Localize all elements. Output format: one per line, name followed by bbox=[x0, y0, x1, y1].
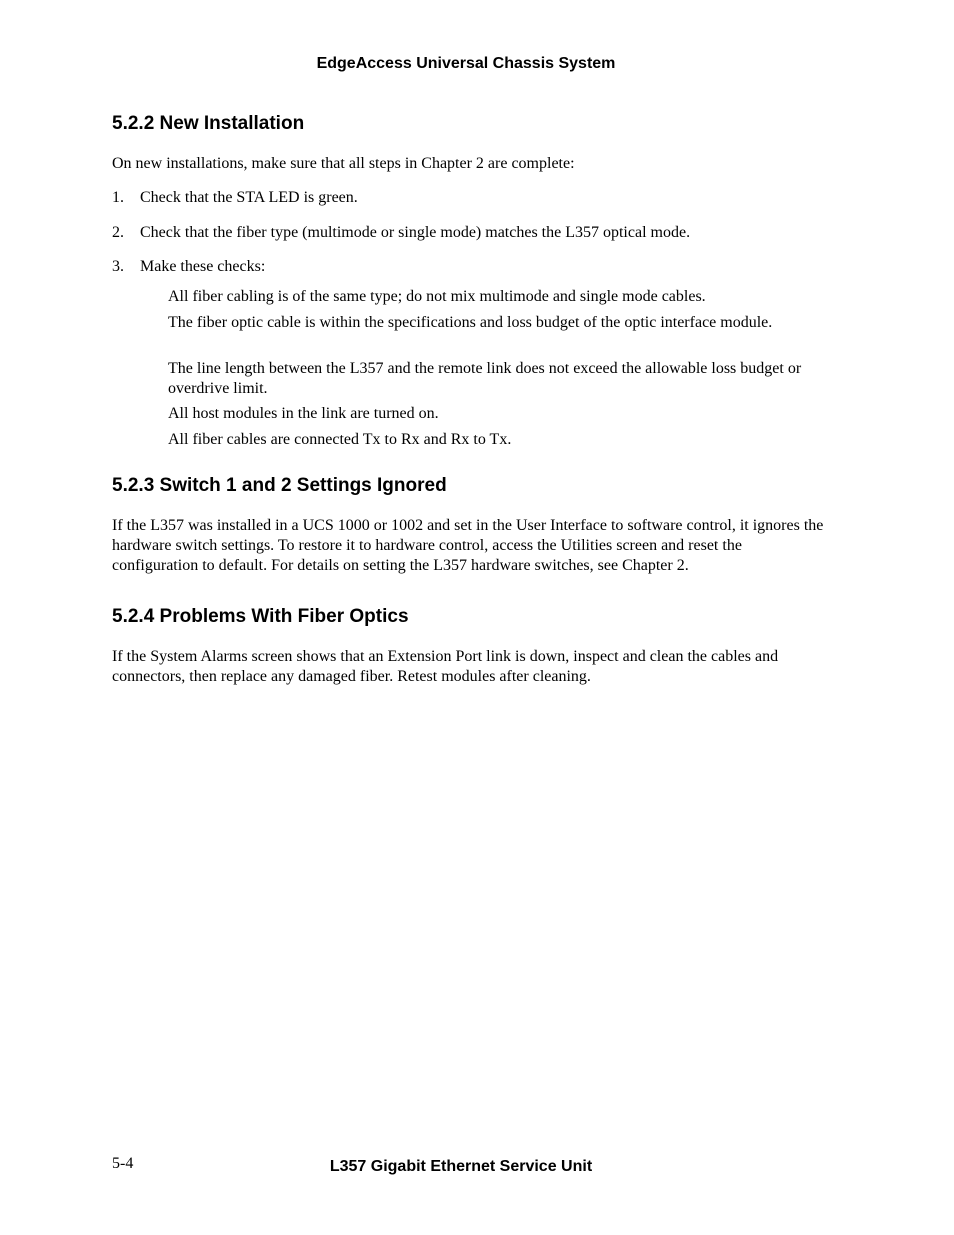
step-item bbox=[112, 257, 265, 277]
section-heading-new-installation: 5.2.2 New Installation bbox=[112, 113, 305, 134]
section-heading-switch-settings: 5.2.3 Switch 1 and 2 Settings Ignored bbox=[112, 475, 447, 496]
step-item bbox=[112, 188, 358, 208]
new-installation-intro: On new installations, make sure that all steps in Chapter 2 are complete: bbox=[112, 155, 575, 172]
step-number: 2. bbox=[112, 224, 124, 241]
step-item bbox=[112, 223, 690, 243]
fiber-optics-body: If the System Alarms screen shows that an Extension Port link is down, inspect and clean the cables and connectors, then replace any damaged fiber. Retest modules after cleaning. bbox=[112, 648, 779, 685]
check-item: All fiber cabling is of the same type; do not mix multimode and single mode cables. bbox=[168, 288, 706, 305]
running-header: EdgeAccess Universal Chassis System bbox=[316, 55, 616, 72]
section-heading-fiber-optics: 5.2.4 Problems With Fiber Optics bbox=[112, 606, 409, 627]
step-text: Make these checks: bbox=[140, 258, 266, 275]
step-number: 1. bbox=[112, 189, 124, 206]
running-footer: L357 Gigabit Ethernet Service Unit bbox=[329, 1158, 593, 1175]
page-number: 5-4 bbox=[112, 1155, 134, 1172]
check-item: The fiber optic cable is within the specifications and loss budget of the optic interface module. bbox=[168, 314, 773, 331]
step-text: Check that the fiber type (multimode or single mode) matches the L357 optical mode. bbox=[140, 224, 691, 241]
switch-settings-body: If the L357 was installed in a UCS 1000 or 1002 and set in the User Interface to software control, it ignores the hardware switch settings. To restore it to hardware control, access the Utilities screen and reset the configuration to default. For details on setting the L357 hardware switches, see Chapter 2. bbox=[112, 517, 824, 574]
check-item: All fiber cables are connected Tx to Rx and Rx to Tx. bbox=[168, 431, 512, 448]
step-text: Check that the STA LED is green. bbox=[140, 189, 358, 206]
step-number: 3. bbox=[112, 258, 124, 275]
check-item: All host modules in the link are turned on. bbox=[168, 405, 439, 422]
check-item: The line length between the L357 and the remote link does not exceed the allowable loss budget or overdrive limit. bbox=[168, 360, 802, 397]
